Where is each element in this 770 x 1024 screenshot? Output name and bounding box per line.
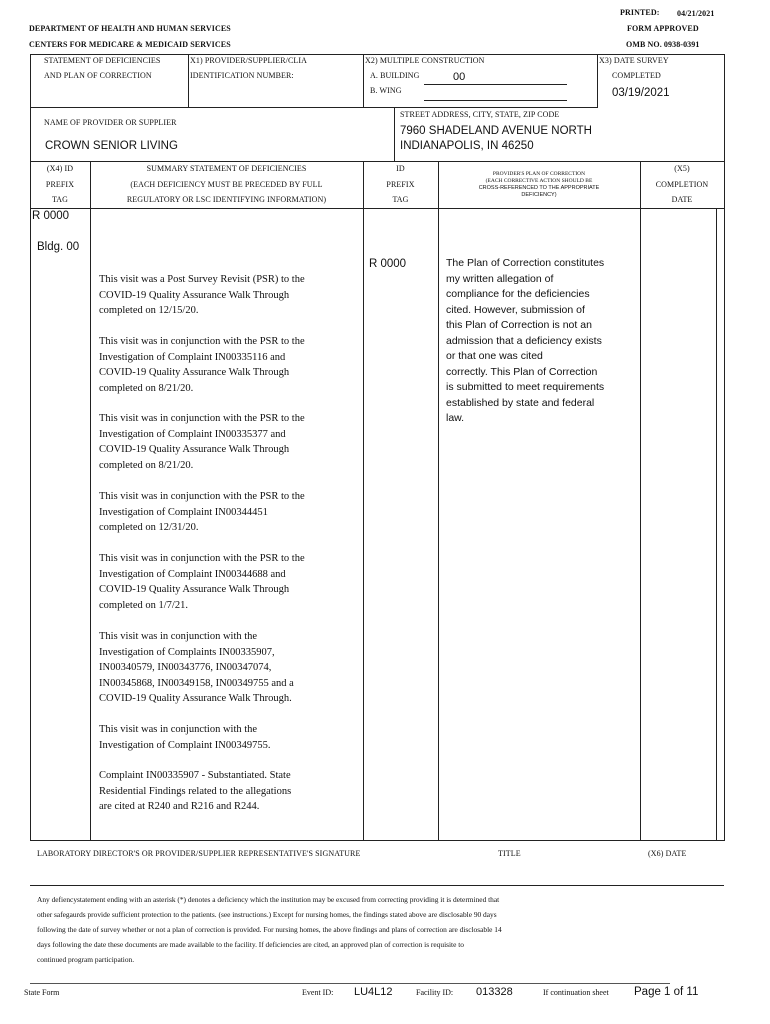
provider-id-label-2: IDENTIFICATION NUMBER: <box>190 71 294 80</box>
event-id-label: Event ID: <box>302 988 334 997</box>
facility-id-label: Facility ID: <box>416 988 454 997</box>
x5-header-1: (X5) <box>674 164 690 173</box>
state-form-label: State Form <box>24 988 60 997</box>
building-tag: Bldg. 00 <box>37 241 80 253</box>
deficiency-paragraph-6: This visit was in conjunction with the Investigation of Complaints IN00335907, IN00340579, IN00343776, IN00347074, IN00345868, IN00349158, IN00349755 and a COVID-19 Quality Assurance Walk Through. <box>99 631 294 704</box>
statement-label-1: STATEMENT OF DEFICIENCIES <box>44 56 161 65</box>
provider-name: CROWN SENIOR LIVING <box>45 140 178 152</box>
x6-date-label: (X6) DATE <box>648 849 687 858</box>
id-header-1: ID <box>396 164 405 173</box>
date-survey-value: 03/19/2021 <box>612 87 670 99</box>
omb-number: OMB NO. 0938-0391 <box>626 40 700 49</box>
x5-header-2: COMPLETION <box>655 180 709 189</box>
building-label: A. BUILDING <box>370 71 420 80</box>
poc-header <box>438 171 640 199</box>
disclaimer-line-4: days following the date these documents are made available to the facility. If deficiencies are cited, an approved plan of correction is requisite to <box>37 940 464 949</box>
x4-header-3: TAG <box>51 195 69 204</box>
disclaimer-line-3: following the date of survey whether or not a plan of correction is provided. For nursing homes, the above findings and plans of correction are disclosable 14 <box>37 925 502 934</box>
poc-header-3: CROSS-REFERENCED TO THE APPROPRIATE <box>478 185 600 191</box>
form-approved: FORM APPROVED <box>627 24 699 33</box>
date-survey-label-1: X3) DATE SURVEY <box>599 56 669 65</box>
id-header-3: TAG <box>392 195 409 204</box>
disclaimer-line-5: continued program participation. <box>37 955 135 964</box>
printed-date: 04/21/2021 <box>677 9 715 18</box>
deficiency-paragraph-8: Complaint IN00335907 - Substantiated. State Residential Findings related to the allegations are cited at R240 and R216 and R244. <box>99 770 292 812</box>
facility-id-value: 013328 <box>476 986 513 998</box>
building-value: 00 <box>453 71 466 83</box>
page-number: Page 1 of 11 <box>634 986 699 998</box>
right-prefix-tag: R 0000 <box>369 258 407 270</box>
agency-subname: CENTERS FOR MEDICARE & MEDICAID SERVICES <box>29 40 231 49</box>
poc-header-1: PROVIDER'S PLAN OF CORRECTION <box>492 171 586 177</box>
continuation-label: If continuation sheet <box>543 988 609 997</box>
agency-name: DEPARTMENT OF HEALTH AND HUMAN SERVICES <box>29 24 231 33</box>
deficiency-paragraph-7: This visit was in conjunction with the Investigation of Complaint IN00349755. <box>99 724 271 751</box>
statement-label-2: AND PLAN OF CORRECTION <box>44 71 152 80</box>
provider-name-label: NAME OF PROVIDER OR SUPPLIER <box>44 118 177 127</box>
deficiency-paragraph-4: This visit was in conjunction with the PSR to the Investigation of Complaint IN00344451 completed on 12/31/20. <box>99 491 305 533</box>
id-header-2: PREFIX <box>386 180 415 189</box>
date-survey-label-2: COMPLETED <box>612 71 661 80</box>
disclaimer-line-1: Any defiencystatement ending with an asterisk (*) denotes a deficiency which the institution may be excused from correcting providing it is determined that <box>37 895 500 904</box>
title-label: TITLE <box>498 849 521 858</box>
x5-header-3: DATE <box>671 195 693 204</box>
plan-of-correction-text: The Plan of Correction constitutes my written allegation of compliance for the deficiencies cited. However, submission of this Plan of Correction is not an admission that a deficiency exists or that one was cited correctly. This Plan of Correction is submitted to meet requirements established by state and federal law. <box>446 257 605 424</box>
x4-header-2: PREFIX <box>45 180 75 189</box>
provider-id-label-1: X1) PROVIDER/SUPPLIER/CLIA <box>190 56 308 65</box>
address-label: STREET ADDRESS, CITY, STATE, ZIP CODE <box>400 110 560 119</box>
director-signature-label: LABORATORY DIRECTOR'S OR PROVIDER/SUPPLIER REPRESENTATIVE'S SIGNATURE <box>37 849 361 858</box>
multiple-construction-label: X2) MULTIPLE CONSTRUCTION <box>365 56 485 65</box>
address-line-2: INDIANAPOLIS, IN 46250 <box>400 140 534 152</box>
address-line-1: 7960 SHADELAND AVENUE NORTH <box>400 125 592 137</box>
deficiency-paragraph-1: This visit was a Post Survey Revisit (PSR) to the COVID-19 Quality Assurance Walk Through completed on 12/15/20. <box>99 274 305 316</box>
printed-label: PRINTED: <box>620 8 660 17</box>
left-prefix-tag: R 0000 <box>32 210 70 222</box>
summary-header-1: SUMMARY STATEMENT OF DEFICIENCIES <box>146 164 307 173</box>
poc-header-4: DEFICIENCY) <box>521 192 557 198</box>
summary-header-2: (EACH DEFICIENCY MUST BE PRECEDED BY FULL <box>130 180 323 189</box>
summary-header-3: REGULATORY OR LSC IDENTIFYING INFORMATION) <box>126 195 327 204</box>
wing-label: B. WING <box>370 86 402 95</box>
x4-header-1: (X4) ID <box>46 164 74 173</box>
deficiency-paragraph-2: This visit was in conjunction with the PSR to the Investigation of Complaint IN00335116 and COVID-19 Quality Assurance Walk Through completed on 8/21/20. <box>99 336 305 394</box>
deficiency-paragraph-3: This visit was in conjunction with the PSR to the Investigation of Complaint IN00335377 and COVID-19 Quality Assurance Walk Through completed on 8/21/20. <box>99 413 305 471</box>
event-id-value: LU4L12 <box>354 986 393 998</box>
disclaimer-line-2: other safegaurds provide sufficient protection to the patients. (see instructions.) Except for nursing homes, the findings stated above are disclosable 90 days <box>37 910 497 919</box>
poc-header-2: (EACH CORRECTIVE ACTION SHOULD BE <box>485 178 593 184</box>
deficiency-paragraph-5: This visit was in conjunction with the PSR to the Investigation of Complaint IN00344688 and COVID-19 Quality Assurance Walk Through completed on 1/7/21. <box>99 553 305 611</box>
